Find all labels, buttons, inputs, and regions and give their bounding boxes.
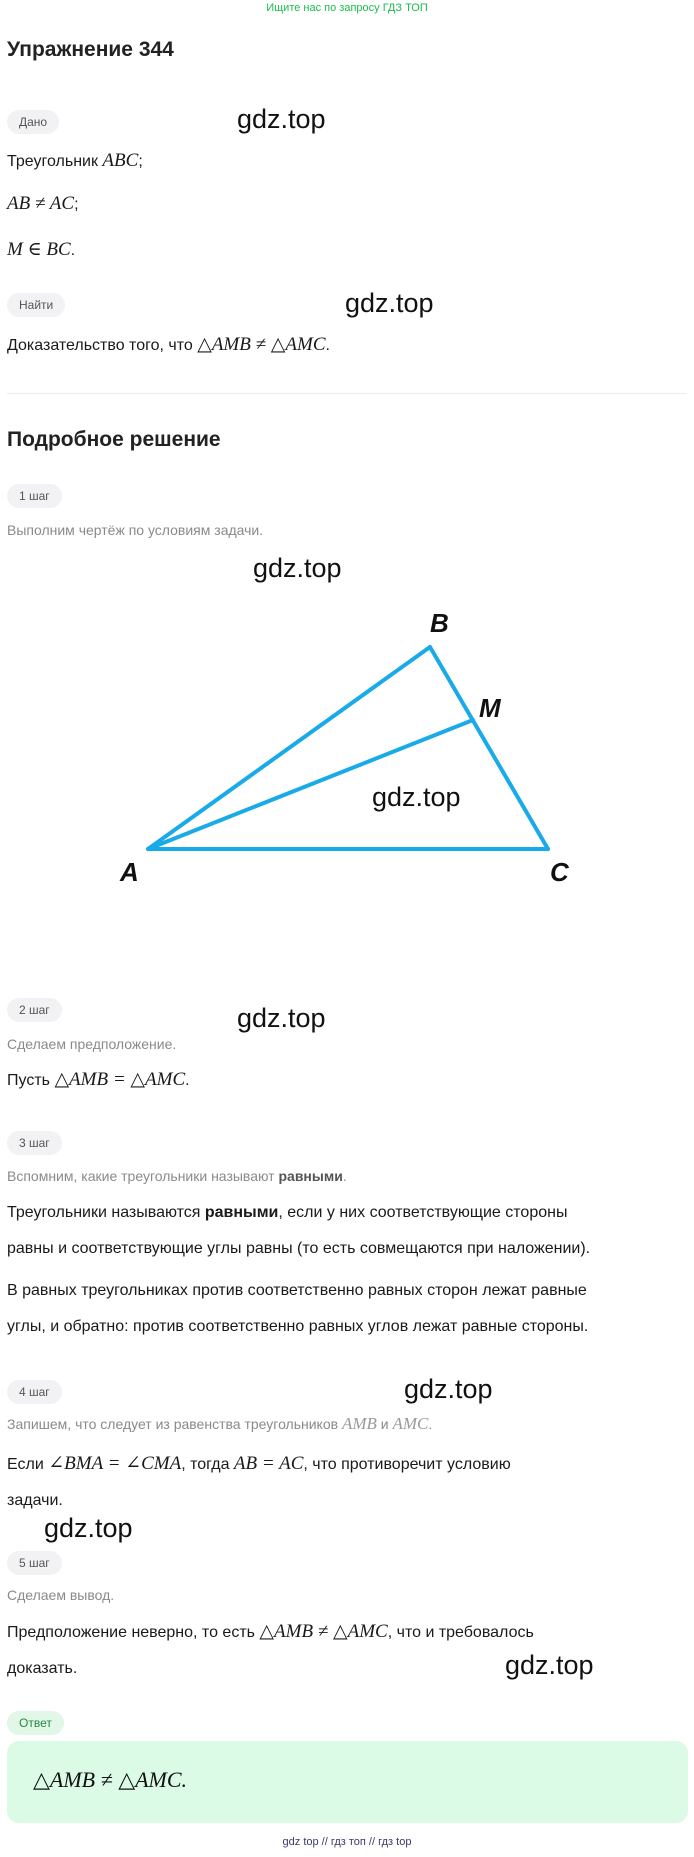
step-3-hint-tail: . [342,1168,347,1184]
step-5-l1-pre: Предположение неверно, то есть [7,1624,260,1641]
watermark: gdz.top [44,1513,133,1543]
step-4-l1-math-2: AB = AC [233,1453,304,1474]
step-4-hint-tail: . [428,1416,433,1432]
answer-math: △AMB ≠ △AMC. [33,1767,188,1792]
step-3-paragraph-2 [7,1273,588,1345]
given-line-2-tail: ; [74,196,79,213]
watermark: gdz.top [372,782,461,812]
answer-box [7,1741,688,1823]
step-3-hint [7,1168,347,1184]
given-line-2 [7,193,79,215]
step-3-p1-line-1-tail: , если у них соответствующие стороны [278,1204,568,1221]
label-a: A [120,857,139,887]
step-4-line-2: задачи. [7,1492,63,1509]
triangle-diagram [0,595,694,905]
watermark: gdz.top [237,1003,326,1033]
step-3-hint-bold: равными [278,1168,343,1184]
step-1-hint: Выполним чертёж по условиям задачи. [7,522,264,538]
side-ab [148,647,430,849]
page-title: Упражнение 344 [7,38,174,61]
given-line-3-math: M ∈ BC [7,239,71,260]
step-4-text [7,1446,511,1519]
find-math: △AMB ≠ △AMC [197,334,326,355]
step-4-hint-pre: Запишем, что следует из равенства треугольников [7,1416,342,1432]
given-line-1-tail: ; [138,153,143,170]
step-5-hint: Сделаем вывод. [7,1587,115,1603]
find-text-prefix: Доказательство того, что [7,337,198,354]
step-4-badge: 4 шаг [7,1380,62,1404]
step-2-math: △AMB = △AMC [54,1069,186,1090]
find-text [7,333,330,356]
watermark: gdz.top [237,104,326,134]
watermark: gdz.top [345,288,434,318]
given-line-1-text: Треугольник [7,153,103,170]
step-2-prefix: Пусть [7,1072,55,1089]
step-5-l1-tail: , что и требовалось [387,1624,534,1641]
step-4-l1-pre: Если [7,1456,49,1473]
given-line-2-math: AB ≠ AC [7,193,75,214]
step-4-l1-tail: , что противоречит условию [303,1456,511,1473]
triangle-lines [148,647,548,849]
step-4-l1-math-1: ∠BMA = ∠CMA [48,1453,182,1474]
step-4-hint [7,1414,432,1434]
side-bc [430,647,548,849]
step-3-p2-line-2: углы, и обратно: против соответственно равных углов лежат равные стороны. [7,1318,589,1335]
step-3-p2-line-1: В равных треугольниках против соответственно равных сторон лежат равные [7,1282,587,1299]
step-3-hint-pre: Вспомним, какие треугольники называют [7,1168,279,1184]
step-2-hint: Сделаем предположение. [7,1036,177,1052]
step-5-line-1 [7,1614,534,1651]
step-2-tail: . [185,1072,190,1089]
label-m: M [479,693,501,723]
step-3-paragraph-1 [7,1195,590,1267]
step-2-badge: 2 шаг [7,998,62,1022]
step-5-l1-math: △AMB ≠ △AMC [259,1621,388,1642]
answer-badge: Ответ [7,1711,64,1735]
divider [7,393,687,394]
label-c: C [550,857,569,887]
step-3-p1-pre: Треугольники называются [7,1204,205,1221]
step-4-hint-math-2: AMC [392,1414,429,1433]
step-3-p1-line-1 [7,1195,590,1231]
step-3-p1-line-2: равны и соответствующие углы равны (то есть совмещаются при наложении). [7,1240,591,1257]
step-5-badge: 5 шаг [7,1551,62,1575]
step-2-text [7,1068,190,1091]
step-3-badge: 3 шаг [7,1131,62,1155]
watermark: gdz.top [404,1374,493,1404]
given-line-3 [7,238,75,261]
step-3-p1-bold: равными [204,1204,279,1221]
watermark: gdz.top [253,553,342,583]
find-badge: Найти [7,293,65,317]
step-4-l1-mid: , тогда [181,1456,234,1473]
step-4-line-1 [7,1446,511,1483]
solution-title: Подробное решение [7,428,221,451]
label-b: B [430,608,449,638]
footer-links[interactable]: gdz top // гдз топ // гдз top [282,1836,412,1848]
watermark: gdz.top [505,1650,594,1680]
find-tail: . [325,337,330,354]
given-badge: Дано [7,110,59,134]
top-banner[interactable]: Ищите нас по запросу ГДЗ ТОП [266,2,428,14]
step-4-hint-and: и [376,1416,393,1432]
given-line-1-math: ABC [102,150,139,171]
step-5-line-2: доказать. [7,1660,78,1677]
step-5-text [7,1614,534,1687]
step-4-hint-math-1: AMB [341,1414,377,1433]
given-line-3-tail: . [70,242,76,259]
step-1-badge: 1 шаг [7,484,62,508]
given-line-1 [7,150,143,172]
